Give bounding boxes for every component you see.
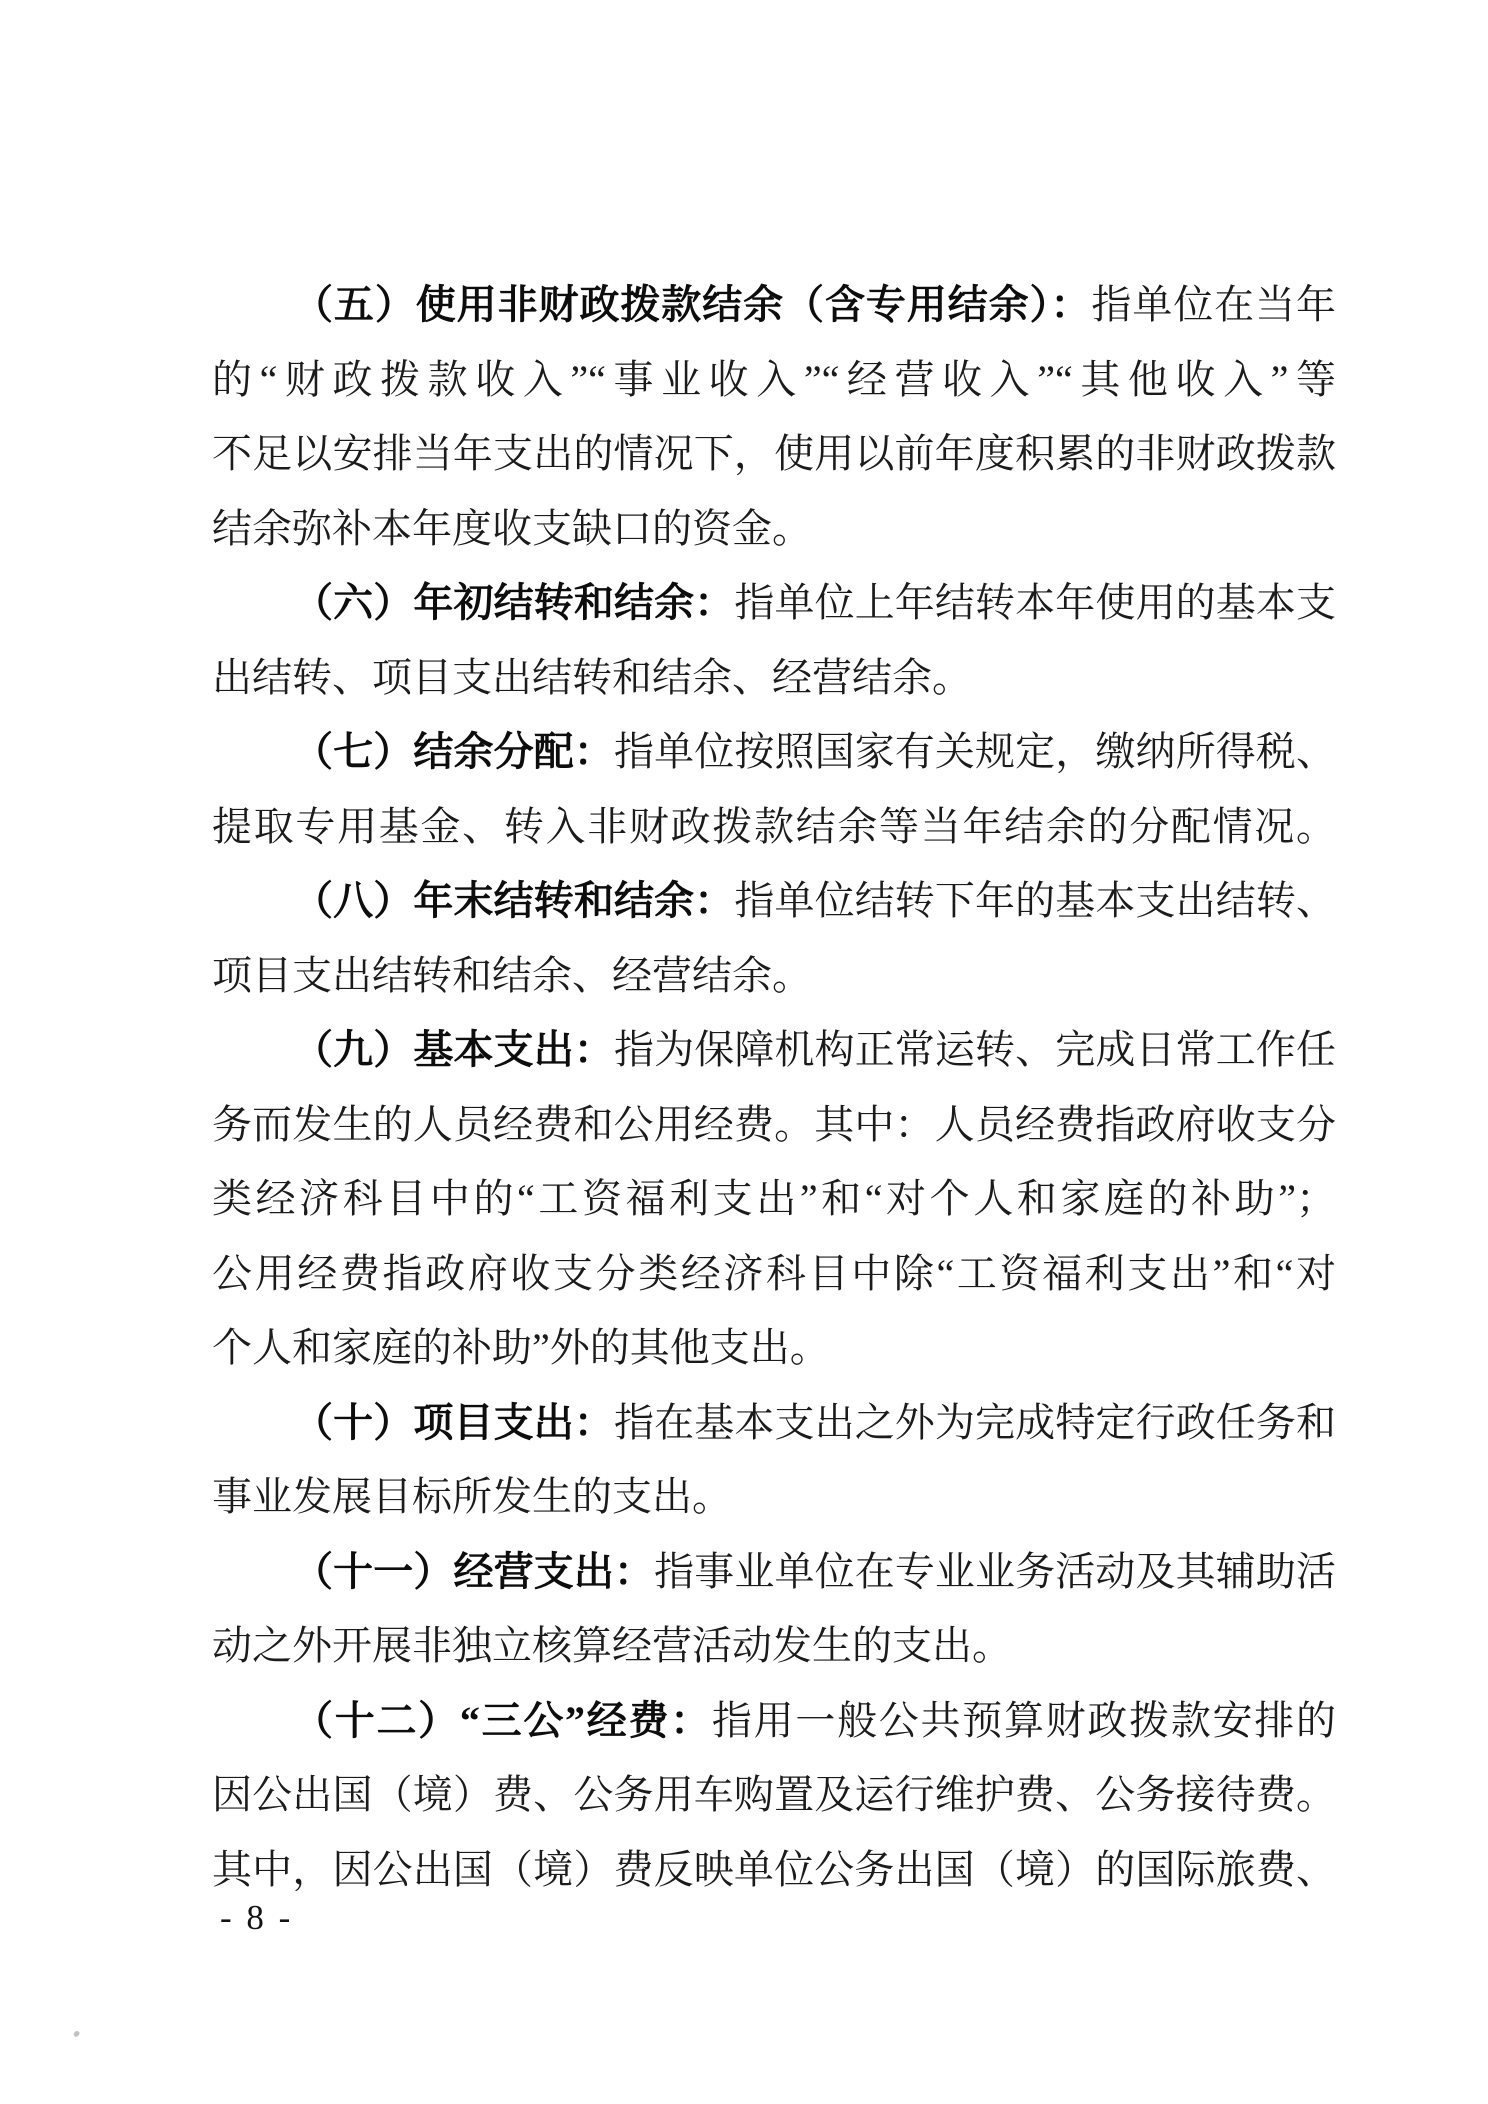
- text-line: [212, 492, 1336, 567]
- body-text: 项目支出结转和结余、经营结余。: [212, 952, 812, 998]
- text-line: [212, 1386, 1336, 1461]
- body-text: 指单位按照国家有关规定，缴纳所得税、: [613, 729, 1337, 774]
- body-text: 事业发展目标所发生的支出。: [212, 1474, 732, 1519]
- text-line: [212, 1162, 1336, 1237]
- body-text: 动之外开展非独立核算经营活动发生的支出。: [212, 1623, 1012, 1668]
- scan-artifact: [73, 2030, 81, 2038]
- text-line: [212, 566, 1336, 641]
- text-line: [212, 1609, 1336, 1684]
- term-heading: （五）使用非财政拨款结余（含专用结余）：: [293, 282, 1092, 327]
- text-line: [212, 715, 1336, 790]
- text-line: [212, 1460, 1336, 1535]
- term-heading: （七）结余分配：: [293, 729, 614, 774]
- term-heading: （九）基本支出：: [293, 1027, 614, 1072]
- body-text: 指在基本支出之外为完成特定行政任务和: [613, 1399, 1337, 1445]
- body-text: 公用经费指政府收支分类经济科目中除“工资福利支出”和“对: [212, 1250, 1336, 1296]
- body-text: 指用一般公共预算财政拨款安排的: [711, 1697, 1337, 1743]
- text-line: [212, 1237, 1336, 1312]
- text-line: [212, 343, 1336, 418]
- text-line: [212, 1088, 1336, 1163]
- body-text: 指事业单位在专业业务活动及其辅助活: [654, 1548, 1337, 1594]
- term-heading: （六）年初结转和结余：: [293, 580, 735, 625]
- body-text: 类经济科目中的“工资福利支出”和“对个人和家庭的补助”；: [212, 1176, 1336, 1221]
- text-line: [212, 268, 1336, 343]
- text-line: [212, 1833, 1336, 1908]
- text-line: [212, 1758, 1336, 1833]
- term-heading: （十二）“三公”经费：: [293, 1697, 712, 1743]
- text-line: [212, 1311, 1336, 1386]
- body-text: 提取专用基金、转入非财政拨款结余等当年结余的分配情况。: [212, 803, 1336, 849]
- text-line: [212, 1684, 1336, 1759]
- body-text: 的“财政拨款收入”“事业收入”“经营收入”“其他收入”等: [212, 356, 1336, 402]
- body-text: 不足以安排当年支出的情况下，使用以前年度积累的非财政拨款: [212, 431, 1336, 476]
- body-text: 指为保障机构正常运转、完成日常工作任: [613, 1027, 1337, 1072]
- body-text: 指单位上年结转本年使用的基本支: [734, 580, 1337, 625]
- body-text: 指单位结转下年的基本支出结转、: [734, 878, 1337, 923]
- text-line: [212, 1013, 1336, 1088]
- text-line: [212, 939, 1336, 1014]
- document-body: [212, 268, 1336, 1907]
- term-heading: （十）项目支出：: [293, 1399, 614, 1445]
- body-text: 出结转、项目支出结转和结余、经营结余。: [212, 654, 972, 700]
- text-line: [212, 1535, 1336, 1610]
- body-text: 指单位在当年: [1091, 282, 1337, 327]
- text-line: [212, 790, 1336, 865]
- body-text: 务而发生的人员经费和公用经费。其中：人员经费指政府收支分: [212, 1101, 1336, 1147]
- term-heading: （十一）经营支出：: [293, 1548, 655, 1594]
- body-text: 个人和家庭的补助”外的其他支出。: [212, 1325, 830, 1370]
- body-text: 其中，因公出国（境）费反映单位公务出国（境）的国际旅费、: [212, 1846, 1336, 1892]
- text-line: [212, 417, 1336, 492]
- text-line: [212, 641, 1336, 716]
- term-heading: （八）年末结转和结余：: [293, 878, 735, 923]
- page-number: - 8 -: [220, 1898, 294, 1937]
- body-text: 结余弥补本年度收支缺口的资金。: [212, 505, 812, 551]
- body-text: 因公出国（境）费、公务用车购置及运行维护费、公务接待费。: [212, 1772, 1336, 1817]
- text-line: [212, 864, 1336, 939]
